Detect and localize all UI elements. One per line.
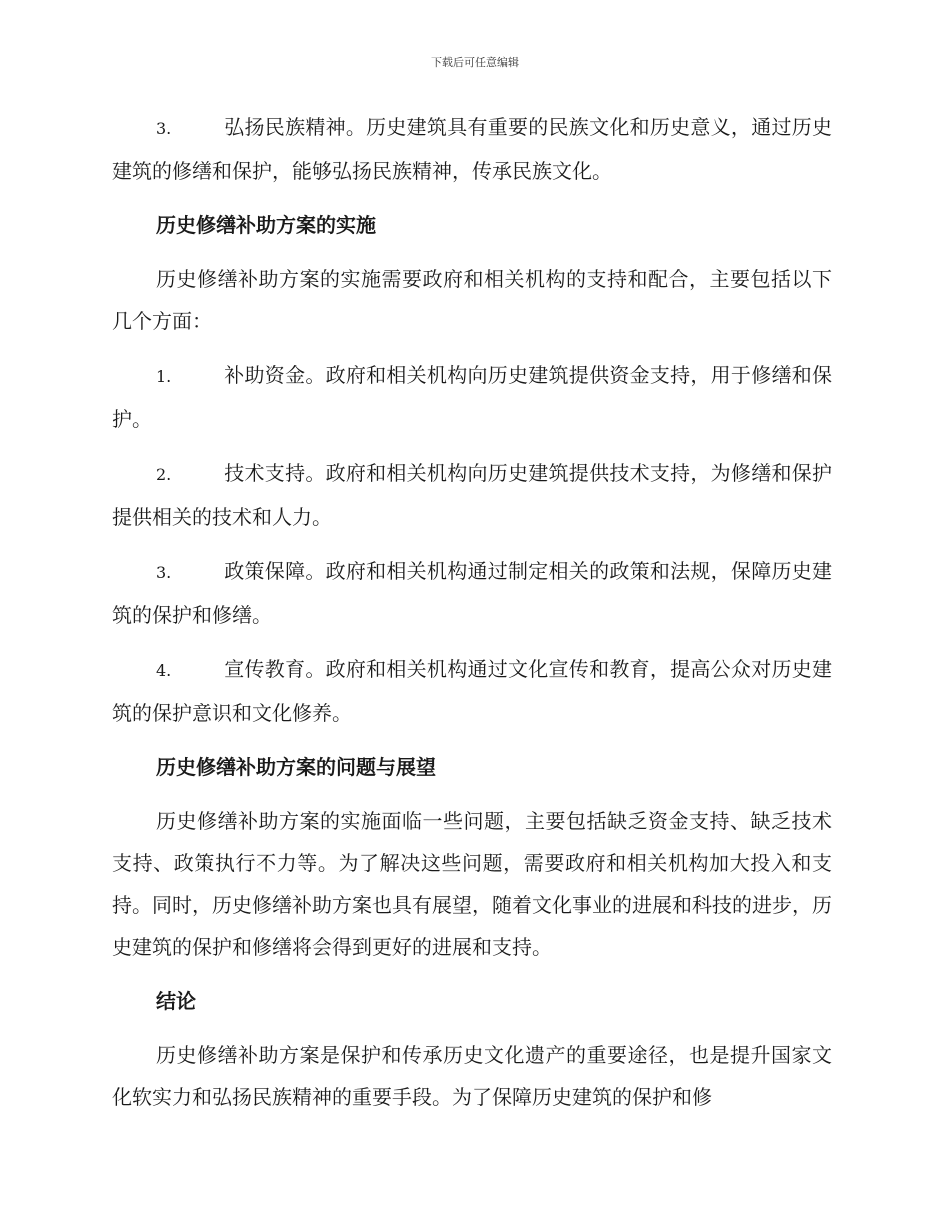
list-text: 弘扬民族精神。历史建筑具有重要的民族文化和历史意义，通过历史建筑的修缮和保护，能够弘扬民族精神，传承民族文化。 <box>112 115 832 183</box>
list-number: 2. <box>156 465 172 484</box>
section-heading-conclusion: 结论 <box>156 989 196 1013</box>
paragraph-conclusion: 历史修缮补助方案是保护和传承历史文化遗产的重要途径，也是提升国家文化软实力和弘扬民族精神的重要手段。为了保障历史建筑的保护和修 <box>112 1043 832 1109</box>
document-body <box>112 106 832 1130</box>
list-item-technical-support <box>112 452 832 538</box>
list-number: 1. <box>156 367 172 386</box>
list-text: 宣传教育。政府和相关机构通过文化宣传和教育，提高公众对历史建筑的保护意识和文化修养。 <box>112 657 832 725</box>
list-text: 补助资金。政府和相关机构向历史建筑提供资金支持，用于修缮和保护。 <box>112 363 832 431</box>
list-item-education <box>112 648 832 734</box>
section-heading-implementation: 历史修缮补助方案的实施 <box>156 213 376 237</box>
list-number: 3. <box>156 563 172 582</box>
list-text: 技术支持。政府和相关机构向历史建筑提供技术支持，为修缮和保护提供相关的技术和人力。 <box>112 461 832 529</box>
list-item-policy <box>112 550 832 636</box>
list-number: 4. <box>156 661 172 680</box>
list-text: 政策保障。政府和相关机构通过制定相关的政策和法规，保障历史建筑的保护和修缮。 <box>112 559 832 627</box>
section-heading-issues: 历史修缮补助方案的问题与展望 <box>156 755 436 779</box>
list-item-funding <box>112 354 832 440</box>
paragraph-implementation: 历史修缮补助方案的实施需要政府和相关机构的支持和配合，主要包括以下几个方面： <box>112 267 832 333</box>
list-item-promote-spirit <box>112 106 832 192</box>
paragraph-issues: 历史修缮补助方案的实施面临一些问题，主要包括缺乏资金支持、缺乏技术支持、政策执行不力等。为了解决这些问题，需要政府和相关机构加大投入和支持。同时，历史修缮补助方案也具有展望，随着文化事业的进展和科技的进步，历史建筑的保护和修缮将会得到更好的进展和支持。 <box>112 809 832 959</box>
list-number: 3. <box>156 119 172 138</box>
page-header-note: 下载后可任意编辑 <box>431 56 519 69</box>
